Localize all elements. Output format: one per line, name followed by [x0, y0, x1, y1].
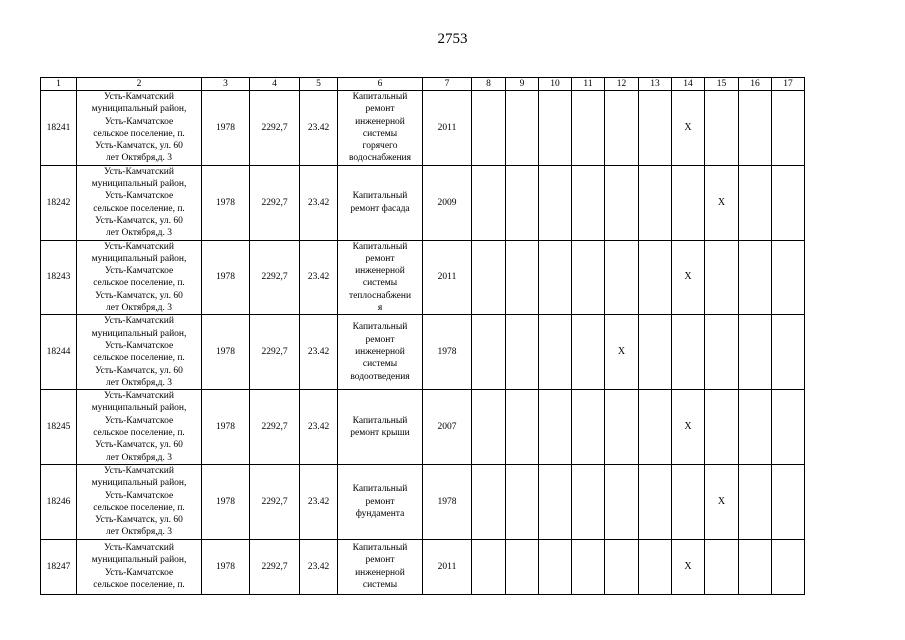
row-id: 18244 [41, 315, 77, 390]
last-repair-year: 2011 [423, 240, 472, 315]
address-line: Усть-Камчатское [104, 490, 174, 501]
work-type-cell [338, 91, 423, 166]
work-type-line: системы [362, 579, 398, 590]
total-area: 2292,7 [250, 315, 300, 390]
address-line: Усть-Камчатский [104, 391, 174, 402]
mark-cell-col-15: X [705, 165, 739, 240]
last-repair-year: 2009 [423, 165, 472, 240]
work-type-cell [338, 315, 423, 390]
work-type-line: Капитальный [352, 191, 408, 202]
mark-cell-col-16 [739, 390, 772, 465]
mark-cell-col-10 [539, 240, 572, 315]
mark-cell-col-17 [772, 539, 805, 594]
mark-cell-col-14: X [672, 390, 705, 465]
mark-cell-col-14: X [672, 240, 705, 315]
column-header-16: 16 [739, 78, 772, 91]
mark-cell-col-9 [506, 464, 539, 539]
address-line: муниципальный район, [91, 253, 187, 264]
address-line: сельское поселение, п. [93, 428, 185, 439]
address-line: сельское поселение, п. [93, 353, 185, 364]
column-header-7: 7 [423, 78, 472, 91]
address-line: Усть-Камчатское [104, 567, 174, 578]
address-cell [77, 165, 202, 240]
build-year: 1978 [202, 390, 250, 465]
code-cell: 23.42 [300, 390, 338, 465]
mark-cell-col-12 [605, 165, 639, 240]
mark-cell-col-13 [639, 390, 672, 465]
work-type-line: Капитальный [352, 241, 408, 252]
mark-cell-col-13 [639, 315, 672, 390]
last-repair-year: 1978 [423, 464, 472, 539]
mark-cell-col-17 [772, 390, 805, 465]
total-area: 2292,7 [250, 390, 300, 465]
address-line: лет Октября,д. 3 [106, 228, 172, 239]
mark-cell-col-14: X [672, 539, 705, 594]
work-type-line: ремонт [365, 334, 395, 345]
total-area: 2292,7 [250, 240, 300, 315]
column-header-5: 5 [300, 78, 338, 91]
address-line: Усть-Камчатск, ул. 60 [95, 215, 183, 226]
code-cell: 23.42 [300, 91, 338, 166]
work-type-line: теплоснабжени [348, 290, 412, 301]
address-cell [77, 315, 202, 390]
address-line: Усть-Камчатский [104, 316, 174, 327]
last-repair-year: 1978 [423, 315, 472, 390]
total-area: 2292,7 [250, 539, 300, 594]
mark-cell-col-14: X [672, 91, 705, 166]
address-line: Усть-Камчатский [104, 241, 174, 252]
column-header-1: 1 [41, 78, 77, 91]
mark-cell-col-8 [472, 315, 506, 390]
mark-cell-col-10 [539, 91, 572, 166]
table-row [41, 315, 805, 390]
total-area: 2292,7 [250, 91, 300, 166]
work-type-line: ремонт [365, 104, 395, 115]
work-type-cell [338, 390, 423, 465]
mark-cell-col-10 [539, 390, 572, 465]
table-body [41, 78, 805, 595]
address-line: Усть-Камчатское [104, 340, 174, 351]
build-year: 1978 [202, 91, 250, 166]
address-line: сельское поселение, п. [93, 203, 185, 214]
mark-cell-col-11 [572, 539, 605, 594]
table-row [41, 91, 805, 166]
mark-cell-col-12 [605, 539, 639, 594]
address-line: муниципальный район, [91, 104, 187, 115]
work-type-line: инженерной [355, 567, 405, 578]
mark-cell-col-11 [572, 240, 605, 315]
work-type-line: Капитальный [352, 415, 408, 426]
work-type-line: инженерной [355, 116, 405, 127]
mark-cell-col-8 [472, 165, 506, 240]
address-line: сельское поселение, п. [93, 579, 185, 590]
work-type-line: Капитальный [352, 543, 408, 554]
address-line: лет Октября,д. 3 [106, 527, 172, 538]
mark-cell-col-17 [772, 240, 805, 315]
column-header-12: 12 [605, 78, 639, 91]
mark-cell-col-12 [605, 91, 639, 166]
mark-cell-col-9 [506, 240, 539, 315]
row-id: 18247 [41, 539, 77, 594]
address-cell [77, 464, 202, 539]
address-line: лет Октября,д. 3 [106, 452, 172, 463]
mark-cell-col-17 [772, 91, 805, 166]
mark-cell-col-13 [639, 539, 672, 594]
row-id: 18241 [41, 91, 77, 166]
code-cell: 23.42 [300, 464, 338, 539]
address-line: Усть-Камчатск, ул. 60 [95, 515, 183, 526]
mark-cell-col-8 [472, 464, 506, 539]
address-line: муниципальный район, [91, 179, 187, 190]
mark-cell-col-11 [572, 464, 605, 539]
row-id: 18243 [41, 240, 77, 315]
code-cell: 23.42 [300, 539, 338, 594]
column-header-8: 8 [472, 78, 506, 91]
mark-cell-col-10 [539, 165, 572, 240]
column-header-6: 6 [338, 78, 423, 91]
address-line: Усть-Камчатское [104, 191, 174, 202]
mark-cell-col-14 [672, 315, 705, 390]
address-line: лет Октября,д. 3 [106, 303, 172, 314]
address-line: сельское поселение, п. [93, 502, 185, 513]
work-type-line: системы [362, 128, 398, 139]
address-line: Усть-Камчатское [104, 266, 174, 277]
build-year: 1978 [202, 464, 250, 539]
code-cell: 23.42 [300, 165, 338, 240]
column-header-2: 2 [77, 78, 202, 91]
work-type-line: системы [362, 278, 398, 289]
work-type-line: ремонт [365, 253, 395, 264]
work-type-line: ремонт [365, 555, 395, 566]
mark-cell-col-8 [472, 390, 506, 465]
column-header-10: 10 [539, 78, 572, 91]
work-type-cell [338, 165, 423, 240]
mark-cell-col-9 [506, 390, 539, 465]
mark-cell-col-14 [672, 165, 705, 240]
address-line: Усть-Камчатск, ул. 60 [95, 141, 183, 152]
column-header-13: 13 [639, 78, 672, 91]
mark-cell-col-16 [739, 240, 772, 315]
address-line: Усть-Камчатск, ул. 60 [95, 365, 183, 376]
code-cell: 23.42 [300, 315, 338, 390]
mark-cell-col-15 [705, 91, 739, 166]
address-line: Усть-Камчатск, ул. 60 [95, 290, 183, 301]
table-row [41, 240, 805, 315]
address-line: Усть-Камчатский [104, 166, 174, 177]
work-type-line: ремонт крыши [350, 428, 410, 439]
mark-cell-col-16 [739, 464, 772, 539]
mark-cell-col-9 [506, 539, 539, 594]
mark-cell-col-13 [639, 240, 672, 315]
address-line: сельское поселение, п. [93, 128, 185, 139]
address-line: муниципальный район, [91, 555, 187, 566]
column-header-3: 3 [202, 78, 250, 91]
mark-cell-col-11 [572, 91, 605, 166]
address-line: сельское поселение, п. [93, 278, 185, 289]
address-line: Усть-Камчатск, ул. 60 [95, 440, 183, 451]
address-line: лет Октября,д. 3 [106, 153, 172, 164]
address-cell [77, 390, 202, 465]
work-type-line: системы [362, 359, 398, 370]
mark-cell-col-12 [605, 240, 639, 315]
page-number: 2753 [437, 31, 468, 47]
mark-cell-col-9 [506, 165, 539, 240]
address-cell [77, 240, 202, 315]
mark-cell-col-12 [605, 464, 639, 539]
address-cell [77, 91, 202, 166]
table-row [41, 390, 805, 465]
column-header-15: 15 [705, 78, 739, 91]
mark-cell-col-16 [739, 165, 772, 240]
mark-cell-col-17 [772, 464, 805, 539]
code-cell: 23.42 [300, 240, 338, 315]
row-id: 18242 [41, 165, 77, 240]
work-type-line: ремонт [365, 496, 395, 507]
mark-cell-col-10 [539, 464, 572, 539]
mark-cell-col-8 [472, 91, 506, 166]
address-line: Усть-Камчатский [104, 465, 174, 476]
mark-cell-col-15 [705, 315, 739, 390]
work-type-line: Капитальный [352, 322, 408, 333]
mark-cell-col-13 [639, 464, 672, 539]
address-line: Усть-Камчатский [104, 92, 174, 102]
mark-cell-col-14 [672, 464, 705, 539]
column-header-11: 11 [572, 78, 605, 91]
table-header-row [41, 78, 805, 91]
column-header-14: 14 [672, 78, 705, 91]
mark-cell-col-17 [772, 165, 805, 240]
build-year: 1978 [202, 539, 250, 594]
work-type-line: водоснабжения [348, 153, 412, 164]
column-header-17: 17 [772, 78, 805, 91]
mark-cell-col-11 [572, 165, 605, 240]
table-row [41, 165, 805, 240]
address-line: муниципальный район, [91, 478, 187, 489]
mark-cell-col-8 [472, 240, 506, 315]
row-id: 18245 [41, 390, 77, 465]
address-line: Усть-Камчатский [104, 543, 174, 554]
mark-cell-col-15 [705, 539, 739, 594]
works-table [40, 77, 805, 595]
mark-cell-col-11 [572, 390, 605, 465]
address-line: Усть-Камчатское [104, 116, 174, 127]
address-cell [77, 539, 202, 594]
mark-cell-col-16 [739, 91, 772, 166]
build-year: 1978 [202, 165, 250, 240]
work-type-line: инженерной [355, 347, 405, 358]
last-repair-year: 2011 [423, 539, 472, 594]
table-row [41, 539, 805, 594]
mark-cell-col-15 [705, 240, 739, 315]
mark-cell-col-12: X [605, 315, 639, 390]
last-repair-year: 2007 [423, 390, 472, 465]
mark-cell-col-16 [739, 539, 772, 594]
column-header-4: 4 [250, 78, 300, 91]
mark-cell-col-10 [539, 539, 572, 594]
mark-cell-col-9 [506, 91, 539, 166]
mark-cell-col-16 [739, 315, 772, 390]
mark-cell-col-8 [472, 539, 506, 594]
work-type-cell [338, 539, 423, 594]
address-line: муниципальный район, [91, 328, 187, 339]
mark-cell-col-15 [705, 390, 739, 465]
table-row [41, 464, 805, 539]
mark-cell-col-15: X [705, 464, 739, 539]
work-type-cell [338, 240, 423, 315]
mark-cell-col-17 [772, 315, 805, 390]
work-type-line: инженерной [355, 266, 405, 277]
mark-cell-col-10 [539, 315, 572, 390]
work-type-line: фундамента [355, 508, 405, 519]
work-type-line: Капитальный [352, 92, 408, 102]
mark-cell-col-12 [605, 390, 639, 465]
mark-cell-col-11 [572, 315, 605, 390]
address-line: Усть-Камчатское [104, 415, 174, 426]
mark-cell-col-9 [506, 315, 539, 390]
work-type-line: горячего [362, 141, 398, 152]
column-header-9: 9 [506, 78, 539, 91]
last-repair-year: 2011 [423, 91, 472, 166]
work-type-line: я [377, 303, 383, 314]
total-area: 2292,7 [250, 165, 300, 240]
work-type-cell [338, 464, 423, 539]
mark-cell-col-13 [639, 165, 672, 240]
row-id: 18246 [41, 464, 77, 539]
build-year: 1978 [202, 240, 250, 315]
mark-cell-col-13 [639, 91, 672, 166]
address-line: лет Октября,д. 3 [106, 377, 172, 388]
work-type-line: Капитальный [352, 484, 408, 495]
work-type-line: ремонт фасада [350, 203, 410, 214]
address-line: муниципальный район, [91, 403, 187, 414]
work-type-line: водоотведения [350, 371, 410, 382]
build-year: 1978 [202, 315, 250, 390]
total-area: 2292,7 [250, 464, 300, 539]
